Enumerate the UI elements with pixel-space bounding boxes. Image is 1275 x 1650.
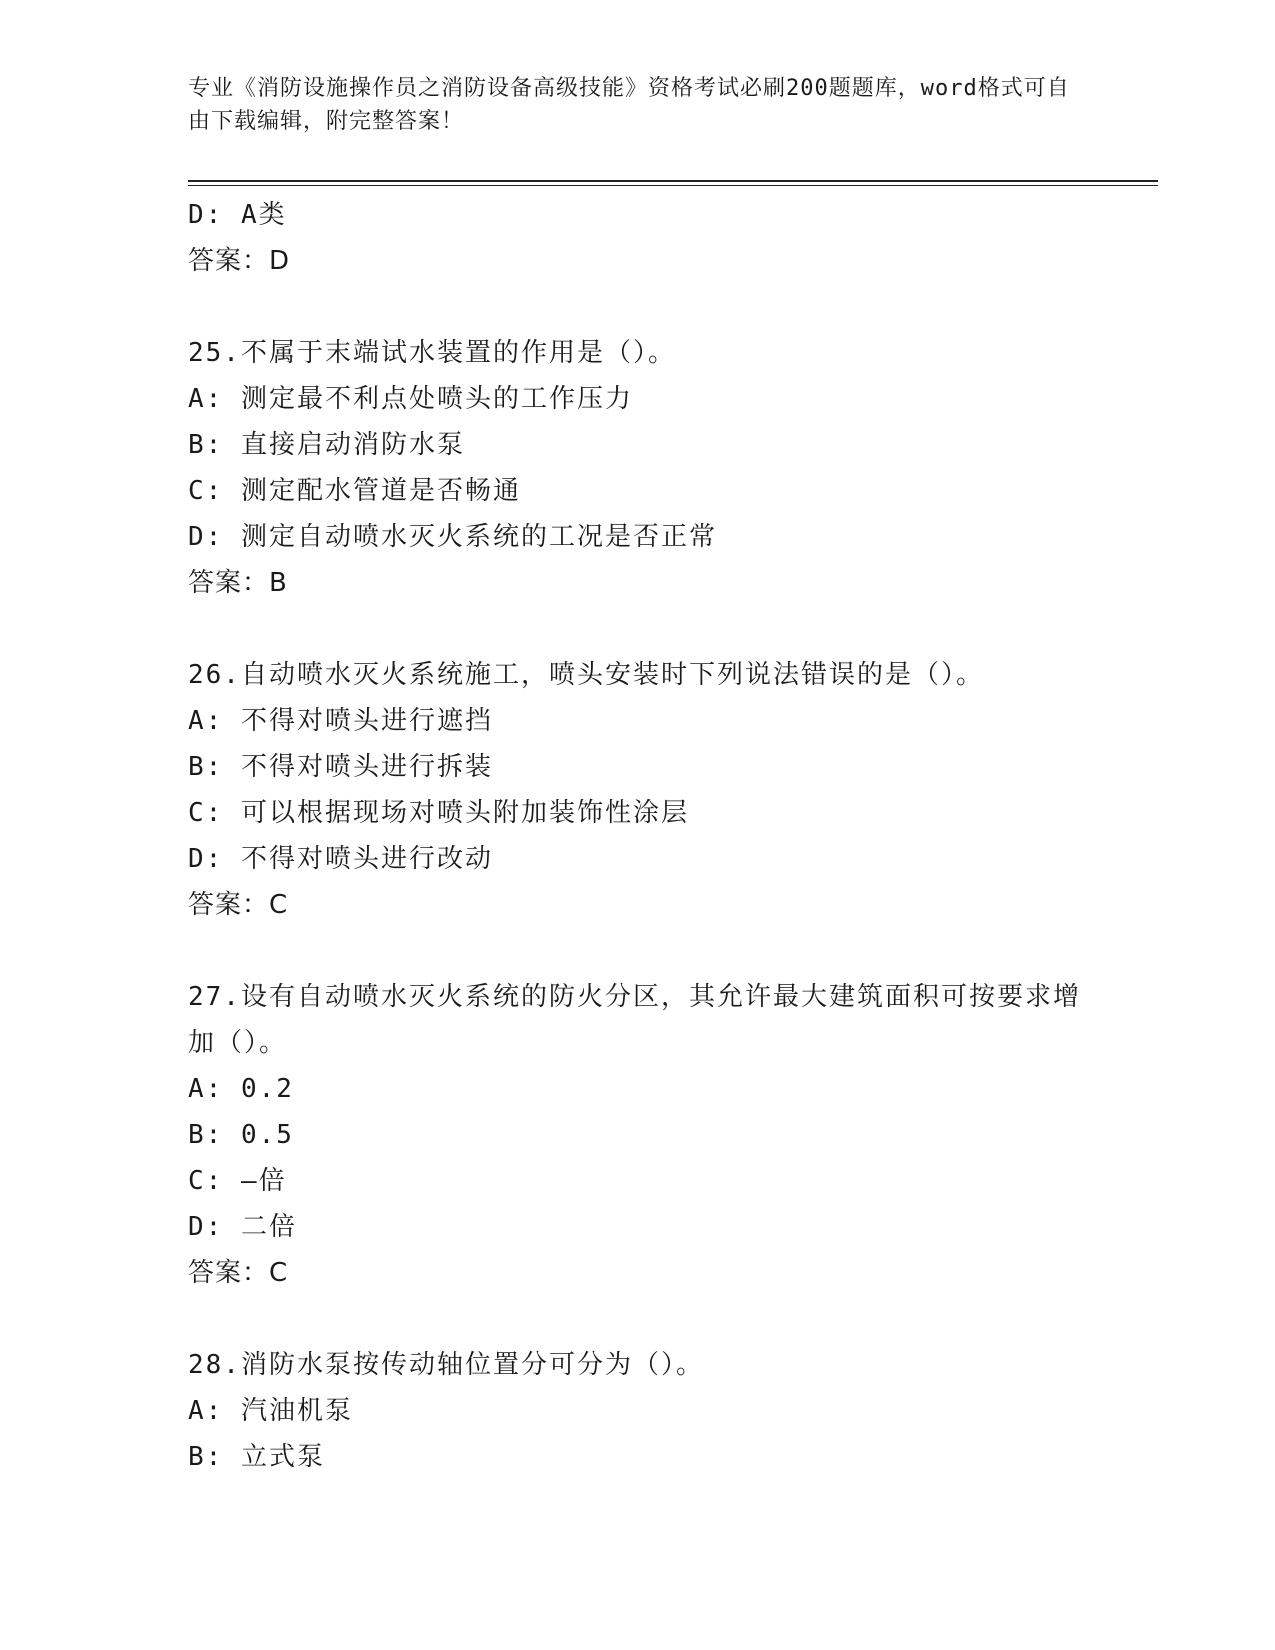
header-rule-thin [188,185,1158,186]
header-rule-thick [188,180,1158,182]
document-body [188,192,1158,1480]
question-27 [188,974,1158,1296]
answer: 答案：D [188,246,291,276]
option-c: C: 可以根据现场对喷头附加装饰性涂层 [188,798,689,828]
option-b: B: 0.5 [188,1120,294,1150]
question-28 [188,1342,1158,1480]
question-stem: 25.不属于末端试水装置的作用是（）。 [188,338,676,368]
question-stem: 26.自动喷水灭火系统施工，喷头安装时下列说法错误的是（）。 [188,660,984,690]
option-a: A: 汽油机泵 [188,1396,353,1426]
option-a: A: 0.2 [188,1074,294,1104]
answer: 答案：C [188,1258,289,1288]
answer: 答案：C [188,890,289,920]
option-c: C: —倍 [188,1166,287,1196]
answer: 答案：B [188,568,288,598]
option-a: A: 测定最不利点处喷头的工作压力 [188,384,633,414]
option-d: D: 不得对喷头进行改动 [188,844,493,874]
option-a: A: 不得对喷头进行遮挡 [188,706,493,736]
question-26 [188,652,1158,928]
document-header: 专业《消防设施操作员之消防设备高级技能》资格考试必刷200题题库，word格式可自由下载编辑，附完整答案！ [188,76,1070,134]
option-d: D: 测定自动喷水灭火系统的工况是否正常 [188,522,717,552]
question-25 [188,330,1158,606]
option-b: B: 立式泵 [188,1442,325,1472]
option-b: B: 直接启动消防水泵 [188,430,465,460]
question-stem: 27.设有自动喷水灭火系统的防火分区，其允许最大建筑面积可按要求增加（）。 [188,982,1081,1058]
question-stem: 28.消防水泵按传动轴位置分可分为（）。 [188,1350,704,1380]
option-d: D: A类 [188,200,287,230]
option-d: D: 二倍 [188,1212,297,1242]
option-b: B: 不得对喷头进行拆装 [188,752,493,782]
option-c: C: 测定配水管道是否畅通 [188,476,521,506]
